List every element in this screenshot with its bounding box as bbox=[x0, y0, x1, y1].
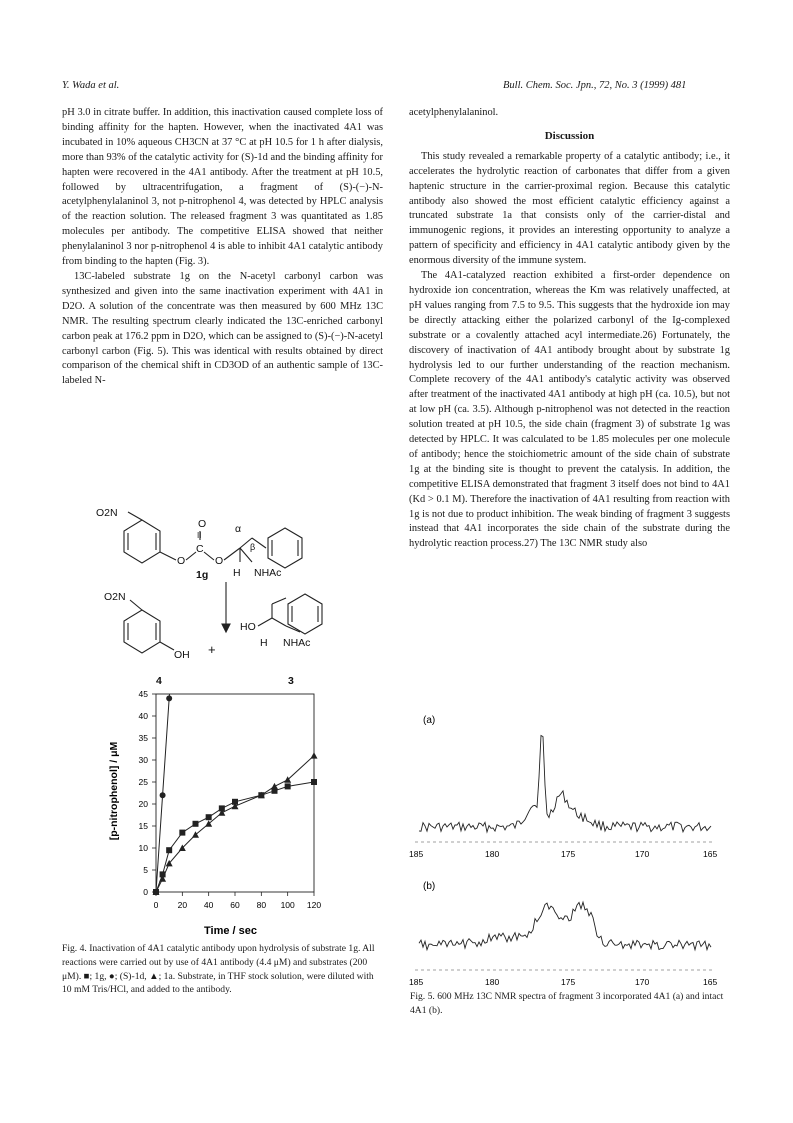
panel-b-label: (b) bbox=[423, 881, 436, 892]
hydroxyl-label: OH bbox=[174, 649, 190, 661]
right-column-text bbox=[409, 106, 730, 552]
nitro-group-label: O2N bbox=[104, 591, 126, 603]
fig4-chart bbox=[100, 686, 340, 938]
carbonate-carbon: C bbox=[196, 543, 204, 555]
y-tick-label: 0 bbox=[143, 887, 148, 897]
ppm-tick: 175 bbox=[561, 849, 576, 859]
ester-oxygen-left: O bbox=[177, 555, 186, 567]
series-line-square bbox=[156, 782, 314, 892]
section-heading: Discussion bbox=[544, 129, 595, 142]
ppm-tick: 185 bbox=[409, 977, 424, 987]
fig5-caption: Fig. 5. 600 MHz 13C NMR spectra of fragment 3 incorporated 4A1 (a) and intact 4A1 (b). bbox=[410, 991, 724, 1016]
data-point-square bbox=[311, 779, 317, 785]
beta-label: β bbox=[250, 542, 256, 552]
fig5-nmr-spectra bbox=[405, 705, 730, 995]
x-tick-label: 100 bbox=[280, 900, 295, 910]
y-tick-label: 30 bbox=[138, 755, 148, 765]
double-bond-mark: II bbox=[197, 531, 202, 540]
ppm-tick: 170 bbox=[635, 849, 650, 859]
y-axis-label: [p-nitrophenol] / μM bbox=[108, 741, 120, 841]
spectrum-a-trace bbox=[419, 736, 711, 833]
y-tick-label: 35 bbox=[138, 733, 148, 743]
y-tick-label: 45 bbox=[138, 689, 148, 699]
left-column-text bbox=[62, 106, 383, 389]
paragraph: 13C-labeled substrate 1g on the N-acetyl carbonyl carbon was synthesized and given into the same inactivation experiment with 4A1 in D2O. A solution of the concentrate was then measured by 600 MHz 13C NMR. The resulting spectrum clearly indicated the 13C-enriched carbonyl carbon peak at 176.2 ppm in D2O, which can be assigned to (S)-(−)-N-acetyl carbonyl carbon (Fig. 5). This was identical with results obtained by direct comparison of the chemical shift in CD3OD of an authentic sample of 13C-labeled N- bbox=[62, 270, 383, 387]
hydroxyl-label: HO bbox=[240, 621, 256, 633]
y-tick-label: 15 bbox=[138, 821, 148, 831]
data-point-square bbox=[206, 814, 212, 820]
x-tick-label: 40 bbox=[203, 900, 214, 910]
ppm-tick: 175 bbox=[561, 977, 576, 987]
carbonyl-oxygen-label: O bbox=[198, 518, 207, 530]
ester-oxygen-right: O bbox=[215, 555, 224, 567]
nhac-label: NHAc bbox=[254, 567, 282, 579]
compound-3-label: 3 bbox=[288, 675, 294, 687]
series-line-triangle bbox=[156, 756, 314, 892]
hydrogen-label: H bbox=[233, 567, 241, 579]
x-tick-label: 0 bbox=[153, 900, 159, 910]
data-point-triangle bbox=[271, 783, 278, 790]
x-tick-label: 20 bbox=[177, 900, 188, 910]
ppm-tick: 180 bbox=[485, 849, 500, 859]
running-header-journal: Bull. Chem. Soc. Jpn., 72, No. 3 (1999) 481 bbox=[503, 80, 687, 91]
y-tick-label: 10 bbox=[138, 843, 148, 853]
ppm-tick: 165 bbox=[703, 849, 718, 859]
alpha-label: α bbox=[235, 523, 242, 535]
ppm-tick: 170 bbox=[635, 977, 650, 987]
y-tick-label: 5 bbox=[143, 865, 148, 875]
paragraph: pH 3.0 in citrate buffer. In addition, this inactivation caused complete loss of binding affinity for the hapten. However, when the inactivated 4A1 was incubated in 10% aqueous CH3CN at 37 °C at pH 10.5 for 1 h after dialysis, more than 93% of the catalytic activity for (S)-1d and the binding affinity for hapten were recovered in the 4A1 antibody. After the treatment at pH 10.5, followed by ultracentrifugation, a fragment of (S)-(−)-N-acetylphenylalaninol 3, not p-nitrophenol 4, was detected by HPLC analysis of the reaction solution. The released fragment 3 was quantitated as 1.85 molecules per antibody. The competitive ELISA showed that neither phenylalaninol 3 nor p-nitrophenol 4 is able to inhibit 4A1 catalytic antibody from binding to the hapten (Fig. 3). bbox=[62, 107, 383, 268]
paragraph: acetylphenylalaninol. bbox=[409, 107, 499, 118]
running-header-authors: Y. Wada et al. bbox=[62, 80, 120, 91]
data-point-square bbox=[179, 830, 185, 836]
paragraph: The 4A1-catalyzed reaction exhibited a first-order dependence on hydroxide ion concentration, whereas the Km was relatively unaffected, at pH values ranging from 7.5 to 9.5. This suggests that the hydroxide ion may be directly attacking either the polarized carbonyl of the Ig-complexed substrate or a covalently attached acyl intermediate.26) Fortunately, the discovery of inactivation of 4A1 antibody brought about by substrate 1g hydrolysis led to our further understanding of the reaction mechanism. Complete recovery of the 4A1 antibody's catalytic activity was observed after treatment of the inactivated 4A1 antibody at high pH (ca. 10.5), but not at low pH (ca. 3.5). Although p-nitrophenol was not detected in the reaction solution treated at pH 10.5, the side chain (fragment 3) of substrate 1g was detected by HPLC. It was calculated to be 1.85 molecules per one molecule of antibody; hence the stoichiometric amount of the side chain of substrate 1g at the binding site is thought to prevent the catalysis. In addition, the competitive ELISA demonstrated that fragment 3 itself does not bind to 4A1 (Kd > 0.1 M). Therefore the inactivation of 4A1 resulting from reaction with 1g is not due to product inhibition. The weak binding of fragment 3 suggests instead that 4A1 incorporates the side chain of the substrate during the hydrolytic reaction process.27) The 13C NMR study also bbox=[409, 270, 730, 550]
nitro-group-label: O2N bbox=[96, 507, 118, 519]
hydrogen-label: H bbox=[260, 637, 268, 649]
paragraph: This study revealed a remarkable property of a catalytic antibody; i.e., it accelerates the hydrolytic reaction of carbonates that differ from a given haptenic structure in the carrier-proximal region. Because this catalytic antibody also showed the most efficient catalytic efficiency against a truncated substrate 1a that consists only of the carrier-distal and immunogenic regions, it provides an interesting opportunity to analyze a pattern of specificity and efficiency in 4A1 catalytic antibody given by the enormous diversity of the immune system. bbox=[409, 150, 730, 267]
x-tick-label: 120 bbox=[306, 900, 322, 910]
data-point-square bbox=[166, 847, 172, 853]
ppm-tick: 165 bbox=[703, 977, 718, 987]
y-tick-label: 40 bbox=[138, 711, 148, 721]
spectrum-b-trace bbox=[419, 902, 711, 950]
data-point-circle bbox=[166, 695, 172, 701]
y-tick-label: 20 bbox=[138, 799, 148, 809]
data-point-square bbox=[193, 821, 199, 827]
compound-1g-label: 1g bbox=[196, 569, 209, 581]
ppm-tick: 185 bbox=[409, 849, 424, 859]
nhac-label: NHAc bbox=[283, 637, 311, 649]
ppm-tick: 180 bbox=[485, 977, 500, 987]
data-point-circle bbox=[160, 792, 166, 798]
data-point-square bbox=[285, 783, 291, 789]
panel-a-label: (a) bbox=[423, 715, 436, 726]
y-tick-label: 25 bbox=[138, 777, 148, 787]
fig4-caption: Fig. 4. Inactivation of 4A1 catalytic antibody upon hydrolysis of substrate 1g. All reactions were carried out by use of 4A1 antibody (4.4 μM) and substrates (200 μM). ■; 1g, ●; (S)-1d, ▲; 1a. Substrate, in THF stock solution, were diluted with 10 mM Tris/HCl, and added to the antibody. bbox=[62, 943, 375, 996]
compound-4-label: 4 bbox=[156, 675, 162, 687]
x-tick-label: 80 bbox=[256, 900, 267, 910]
plot-frame bbox=[156, 694, 314, 892]
x-axis-label: Time / sec bbox=[204, 925, 257, 937]
reaction-scheme bbox=[90, 500, 380, 690]
data-point-triangle bbox=[311, 752, 318, 759]
plus-sign: + bbox=[208, 642, 216, 657]
x-tick-label: 60 bbox=[230, 900, 240, 910]
